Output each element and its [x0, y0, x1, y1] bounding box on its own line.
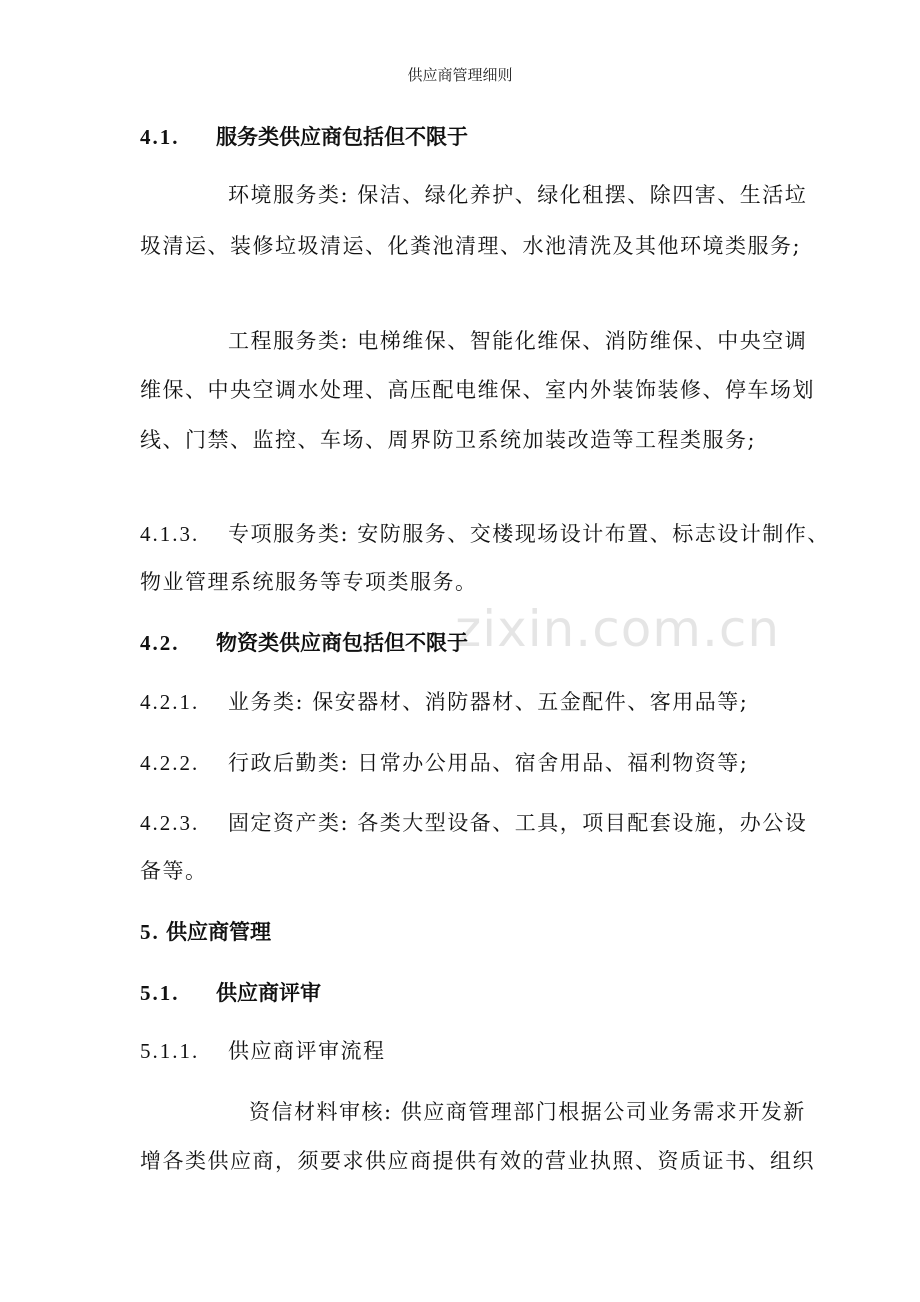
item-4-2-1 — [140, 692, 748, 713]
section-title: 服务类供应商包括但不限于 — [216, 124, 468, 149]
section-title: 供应商评审 — [216, 980, 321, 1005]
item-number: 5.1.1. — [140, 1039, 200, 1063]
item-number: 4.2.1. — [140, 690, 200, 714]
section-title: 物资类供应商包括但不限于 — [216, 630, 468, 655]
item-number: 4.2.2. — [140, 751, 200, 775]
heading-4-1 — [140, 126, 468, 148]
item-4-1-3-line-2: 物业管理系统服务等专项类服务。 — [140, 570, 478, 594]
eng-services-line-1: 工程服务类: 电梯维保、智能化维保、消防维保、中央空调 — [228, 329, 808, 353]
item-text: 行政后勤类: 日常办公用品、宿舍用品、福利物资等; — [228, 751, 749, 775]
item-text: 专项服务类: 安防服务、交楼现场设计布置、标志设计制作、 — [228, 522, 830, 546]
item-number: 4.2.3. — [140, 811, 200, 835]
item-text: 供应商评审流程 — [228, 1039, 386, 1063]
heading-5-1 — [140, 982, 321, 1004]
item-5-1-1 — [140, 1041, 386, 1062]
section-number: 4.2. — [140, 631, 180, 655]
section-number: 4.1. — [140, 125, 180, 149]
env-services-line-1: 环境服务类: 保洁、绿化养护、绿化租摆、除四害、生活垃 — [228, 183, 808, 207]
eng-services-line-3: 线、门禁、监控、车场、周界防卫系统加装改造等工程类服务; — [140, 428, 757, 452]
section-title: 供应商管理 — [166, 919, 271, 944]
heading-4-2 — [140, 632, 468, 654]
item-4-2-2 — [140, 753, 748, 774]
review-line-2: 增各类供应商，须要求供应商提供有效的营业执照、资质证书、组织 — [140, 1149, 815, 1173]
env-services-line-2: 圾清运、装修垃圾清运、化粪池清理、水池清洗及其他环境类服务; — [140, 234, 802, 258]
item-number: 4.1.3. — [140, 522, 200, 546]
item-4-1-3-line-1 — [140, 524, 830, 545]
section-number: 5.1. — [140, 981, 180, 1005]
section-number: 5. — [140, 920, 160, 944]
heading-5 — [140, 921, 271, 943]
watermark: zixin.com.cn — [455, 600, 781, 658]
item-4-2-3-line-1 — [140, 813, 807, 834]
eng-services-line-2: 维保、中央空调水处理、高压配电维保、室内外装饰装修、停车场划 — [140, 378, 815, 402]
page-header: 供应商管理细则 — [407, 66, 513, 84]
item-text: 业务类: 保安器材、消防器材、五金配件、客用品等; — [228, 690, 749, 714]
review-line-1: 资信材料审核: 供应商管理部门根据公司业务需求开发新 — [249, 1100, 806, 1124]
item-4-2-3-line-2: 备等。 — [140, 859, 208, 883]
item-text: 固定资产类: 各类大型设备、工具，项目配套设施，办公设 — [228, 811, 808, 835]
